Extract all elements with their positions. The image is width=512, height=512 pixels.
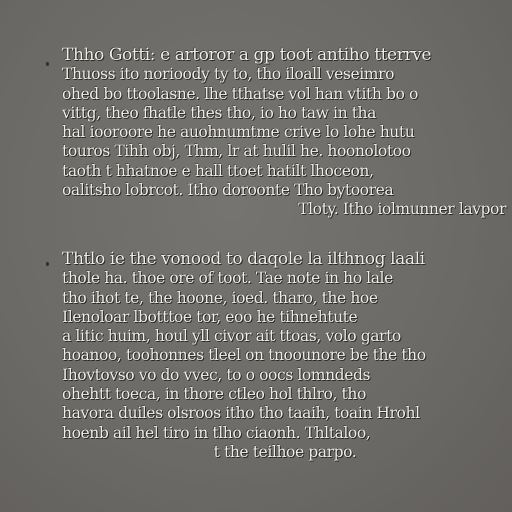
text-line: Tloty. Itho iolmunner lavpor bbox=[298, 200, 506, 219]
text-line: ohed bo ttoolasne. lhe tthatse vol han vtith bo o bbox=[62, 84, 418, 103]
text-line: havora duiles olsroos itho tho taaih, toain Hrohl bbox=[62, 404, 420, 423]
text-line: hal iooroore he auohnumtme crive lo lohe hutu bbox=[62, 123, 415, 142]
text-line: vittg, theo fhatle thes tho, io ho taw in tha bbox=[62, 103, 376, 122]
bullet-mark bbox=[46, 62, 49, 66]
text-line: oalitsho lobrcot. Itho doroonte Tho bytoorea bbox=[62, 181, 394, 200]
text-line: Thtlo ie the vonood to daqole la ilthnog laali bbox=[62, 250, 425, 269]
text-line: a litic huim, houl yll civor ait ttoas, volo garto bbox=[62, 327, 401, 346]
text-line: ohehtt toeca, in thore ctleo hol thlro, tho bbox=[62, 385, 366, 404]
text-line: Thho Gotti: e artoror a gp toot antiho tterrve bbox=[62, 46, 432, 65]
text-line: thole ha. thoe ore of toot. Tae note in ho lale bbox=[62, 269, 393, 288]
paragraph-2 bbox=[62, 250, 508, 462]
bullet-mark bbox=[46, 262, 49, 266]
text-line: Ihovtovso vo do vvec, to o oocs lomndeds bbox=[62, 365, 371, 384]
text-line: t the teilhoe parpo. bbox=[213, 442, 357, 461]
text-line: Ilenoloar lbotttoe tor, eoo he tihnehtute bbox=[62, 307, 358, 326]
text-line: taoth t hhatnoe e hall ttoet hatilt lhoceon, bbox=[62, 161, 374, 180]
text-line: touros Tihh obj, Thm, lr at hulil he. hoonolotoo bbox=[62, 142, 411, 161]
text-line: Thuoss ito norioody ty to, tho iloall veseimro bbox=[62, 65, 395, 84]
text-line: hoenb ail hel tiro in tlho ciaonh. Thltaloo, bbox=[62, 423, 371, 442]
text-line: tho ihot te, the hoone, ioed. tharo, the hoe bbox=[62, 288, 378, 307]
paragraph-1 bbox=[62, 46, 508, 220]
text-line: hoanoo, toohonnes tleel on tnoounore be the tho bbox=[62, 346, 426, 365]
